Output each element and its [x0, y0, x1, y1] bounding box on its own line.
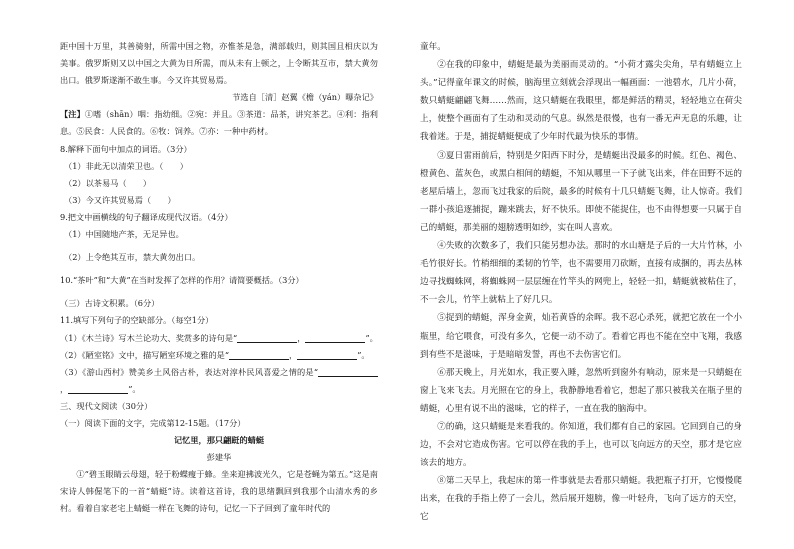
q11-3-sep: ， [60, 383, 69, 394]
essay-paragraph-2: ②在我的印象中，蜻蜓是最为美丽而灵动的。“小荷才露尖尖角，早有蜻蜓立上头。”记得童年课文的时候，脑海里立刻就会浮现出一幅画面：一池碧水，几片小荷，数只蜻蜓翩翩飞舞……然而，这只蜻蜓在我眼里，都是鲜活的精灵，轻轻地立在荷尖上，使整个画面有了生动和灵动的气息。纵然是很慢，也有一番无声无息的乐趣，让我着迷。于是，捕捉蜻蜓便成了少年时代最为快乐的事情。 [420, 60, 742, 143]
section-modern-reading: 三、现代文阅读（30分） [60, 400, 153, 411]
question-9: 9.把文中画横线的句子翻译成现代汉语。（4分） [60, 211, 233, 222]
essay-paragraph-6: ⑥那天晚上，月光如水，我正要入睡，忽然听到窗外有响动，原来是一只蜻蜓在窗上飞来飞去。月光照在它的身上，我静静地看着它，想起了那只被我关在瓶子里的蜻蜓，心里有说不出的滋味，它的样子，一直在我的脑海中。 [420, 367, 742, 414]
question-8-item-3: （3）今又许其贸易焉（ ） [64, 194, 176, 205]
left-column [60, 38, 378, 518]
essay-paragraph-7: ⑦的确，这只蜻蜓是来看我的。你知道，我们都有自己的家园。它回到自己的身边，不会对它造成伤害。它可以停在我的手上，也可以飞向远方的天空，那才是它应该去的地方。 [420, 421, 742, 469]
essay-title: 记忆里，那只翩跹的蜻蜓 [173, 435, 265, 446]
essay-paragraph-4: ④失败的次数多了，我们只能另想办法。那时的水山塘是子后的一大片竹林，小毛竹很好长。竹梢细细的柔韧的竹竿，也不需要用刀砍断，直接有成捆的，再去丛林边寻找蜘蛛网，将蜘蛛网一层层缠在竹竿头的网兜上，轻轻一扣，蜻蜓就被粘住了，不一会儿，竹竿上就粘上了好几只。 [420, 241, 742, 306]
q11-1-sep: ， [297, 332, 306, 343]
passage-source: 节选自［清］赵翼《檐（yán）曝杂记》 [232, 92, 378, 103]
question-8-item-2: （2）以茶易马（ ） [64, 177, 152, 188]
answer-blank[interactable] [68, 382, 128, 394]
essay-paragraph-3: ③夏日雷雨前后，特别是夕阳西下时分，是蜻蜓出没最多的时候。红色、褐色、橙黄色、蓝灰色，或黑白相间的蜻蜓，不知从哪里一下子就飞出来，伴在田野不远的老屋后墙上，忽而飞过我家的后院，最多的时候有十几只蜻蜓飞舞，让人惊奇。我们一群小孩追逐捕捉，蹦来跳去，好不快乐。即使不能捉住，也不由得想要一只属于自己的蜻蜓，那美丽的翅膀透明如纱，实在叫人喜欢。 [420, 150, 742, 233]
answer-blank[interactable] [237, 331, 297, 343]
close-quote: ”。 [357, 349, 370, 360]
notes-label: 【注】 [60, 109, 85, 120]
q11-2-sep: ， [289, 349, 298, 360]
answer-blank[interactable] [318, 365, 378, 377]
passage-notes [60, 106, 378, 140]
question-11-item-1 [60, 330, 378, 347]
essay-paragraph-5: ⑤捉到的蜻蜓，浑身金黄，灿若黄昏的余晖。我不忍心杀死，就把它放在一个小瓶里，给它喂食，可没有多久，它便一动不动了。看着它再也不能在空中飞翔，我感到有些不是滋味，于是暗暗发誓，再也不去伤害它们。 [420, 313, 742, 360]
essay-author: 彭建华 [206, 452, 232, 463]
section-ancient-poetry: （三）古诗文积累。（6分） [60, 298, 160, 309]
question-9-item-1: （1）中国随地产茶，无足异也。 [64, 229, 184, 240]
q11-1-prompt: （1）《木兰诗》写木兰论功大、奖赏多的诗句是“ [60, 332, 238, 343]
essay-paragraph-8: ⑧第二天早上，我起床的第一件事就是去看那只蜻蜓。我把瓶子打开，它慢慢爬出来，在我的手指上停了一会儿，然后展开翅膀，像一叶轻舟，飞向了远方的天空，它 [420, 476, 742, 523]
notes-text: ①嗜（shān）咽：指幼细。②宛：并且。③茶道：品茶，讲究茶艺。④利：指利息。⑤民食：人民食的。⑥牧：饲养。⑦亦：一种中药材。 [60, 109, 378, 137]
question-8-item-1: （1）非此无以清荣卫也。（ ） [64, 160, 188, 171]
essay-continuation: 童年。 [420, 42, 446, 52]
answer-blank[interactable] [297, 348, 357, 360]
close-quote: ”。 [365, 332, 378, 343]
close-quote: ”。 [128, 383, 141, 394]
question-11-item-2 [60, 347, 378, 364]
question-10: 10.“茶叶”和“大黄”在当时发挥了怎样的作用？请简要概括。（3分） [60, 275, 304, 286]
q11-2-prompt: （2）《陋室铭》文中，描写陋室环境之雅的是“ [60, 349, 230, 360]
answer-blank[interactable] [229, 348, 289, 360]
essay-paragraph-1: ①“碧玉眼睛云母翅，轻于粉蝶瘦于蜂。坐来迎拂波光久，它是苍蝇为第五。”这是南宋诗人韩偓笔下的一首“蜻蜓”诗。读着这首诗，我的思绪飘回到我那个山清水秀的乡村。看着自家老宅上蜻蜓一样在飞舞的诗句，记忆一下子回到了童年时代的 [60, 469, 378, 514]
passage-paragraph: 距中国十万里，其善骑射，所需中国之物，亦惟茶是急，满部载归，则其国且相庆以为美事。俄罗斯则又以中国之大黄为日所需，而从未有上顿之，上令断其互市，禁大黄勿出口。俄罗斯遂渐不敢生事。今又许其贸易焉。 [60, 41, 378, 86]
section-reading-one: （一）阅读下面的文字，完成第12-15题。（17分） [60, 417, 246, 428]
question-11: 11.填写下列句子的空缺部分。（每空1分） [60, 315, 214, 326]
question-11-item-3 [60, 364, 378, 398]
answer-blank[interactable] [305, 331, 365, 343]
right-column [420, 38, 742, 527]
question-8: 8.解释下面句中加点的词语。（3分） [60, 143, 192, 154]
question-9-item-2: （2）上令绝其互市，禁大黄勿出口。 [64, 252, 201, 263]
q11-3-prompt: （3）《游山西村》赞美乡土风俗古朴，表达对淳朴民风喜爱之情的是“ [60, 366, 318, 377]
